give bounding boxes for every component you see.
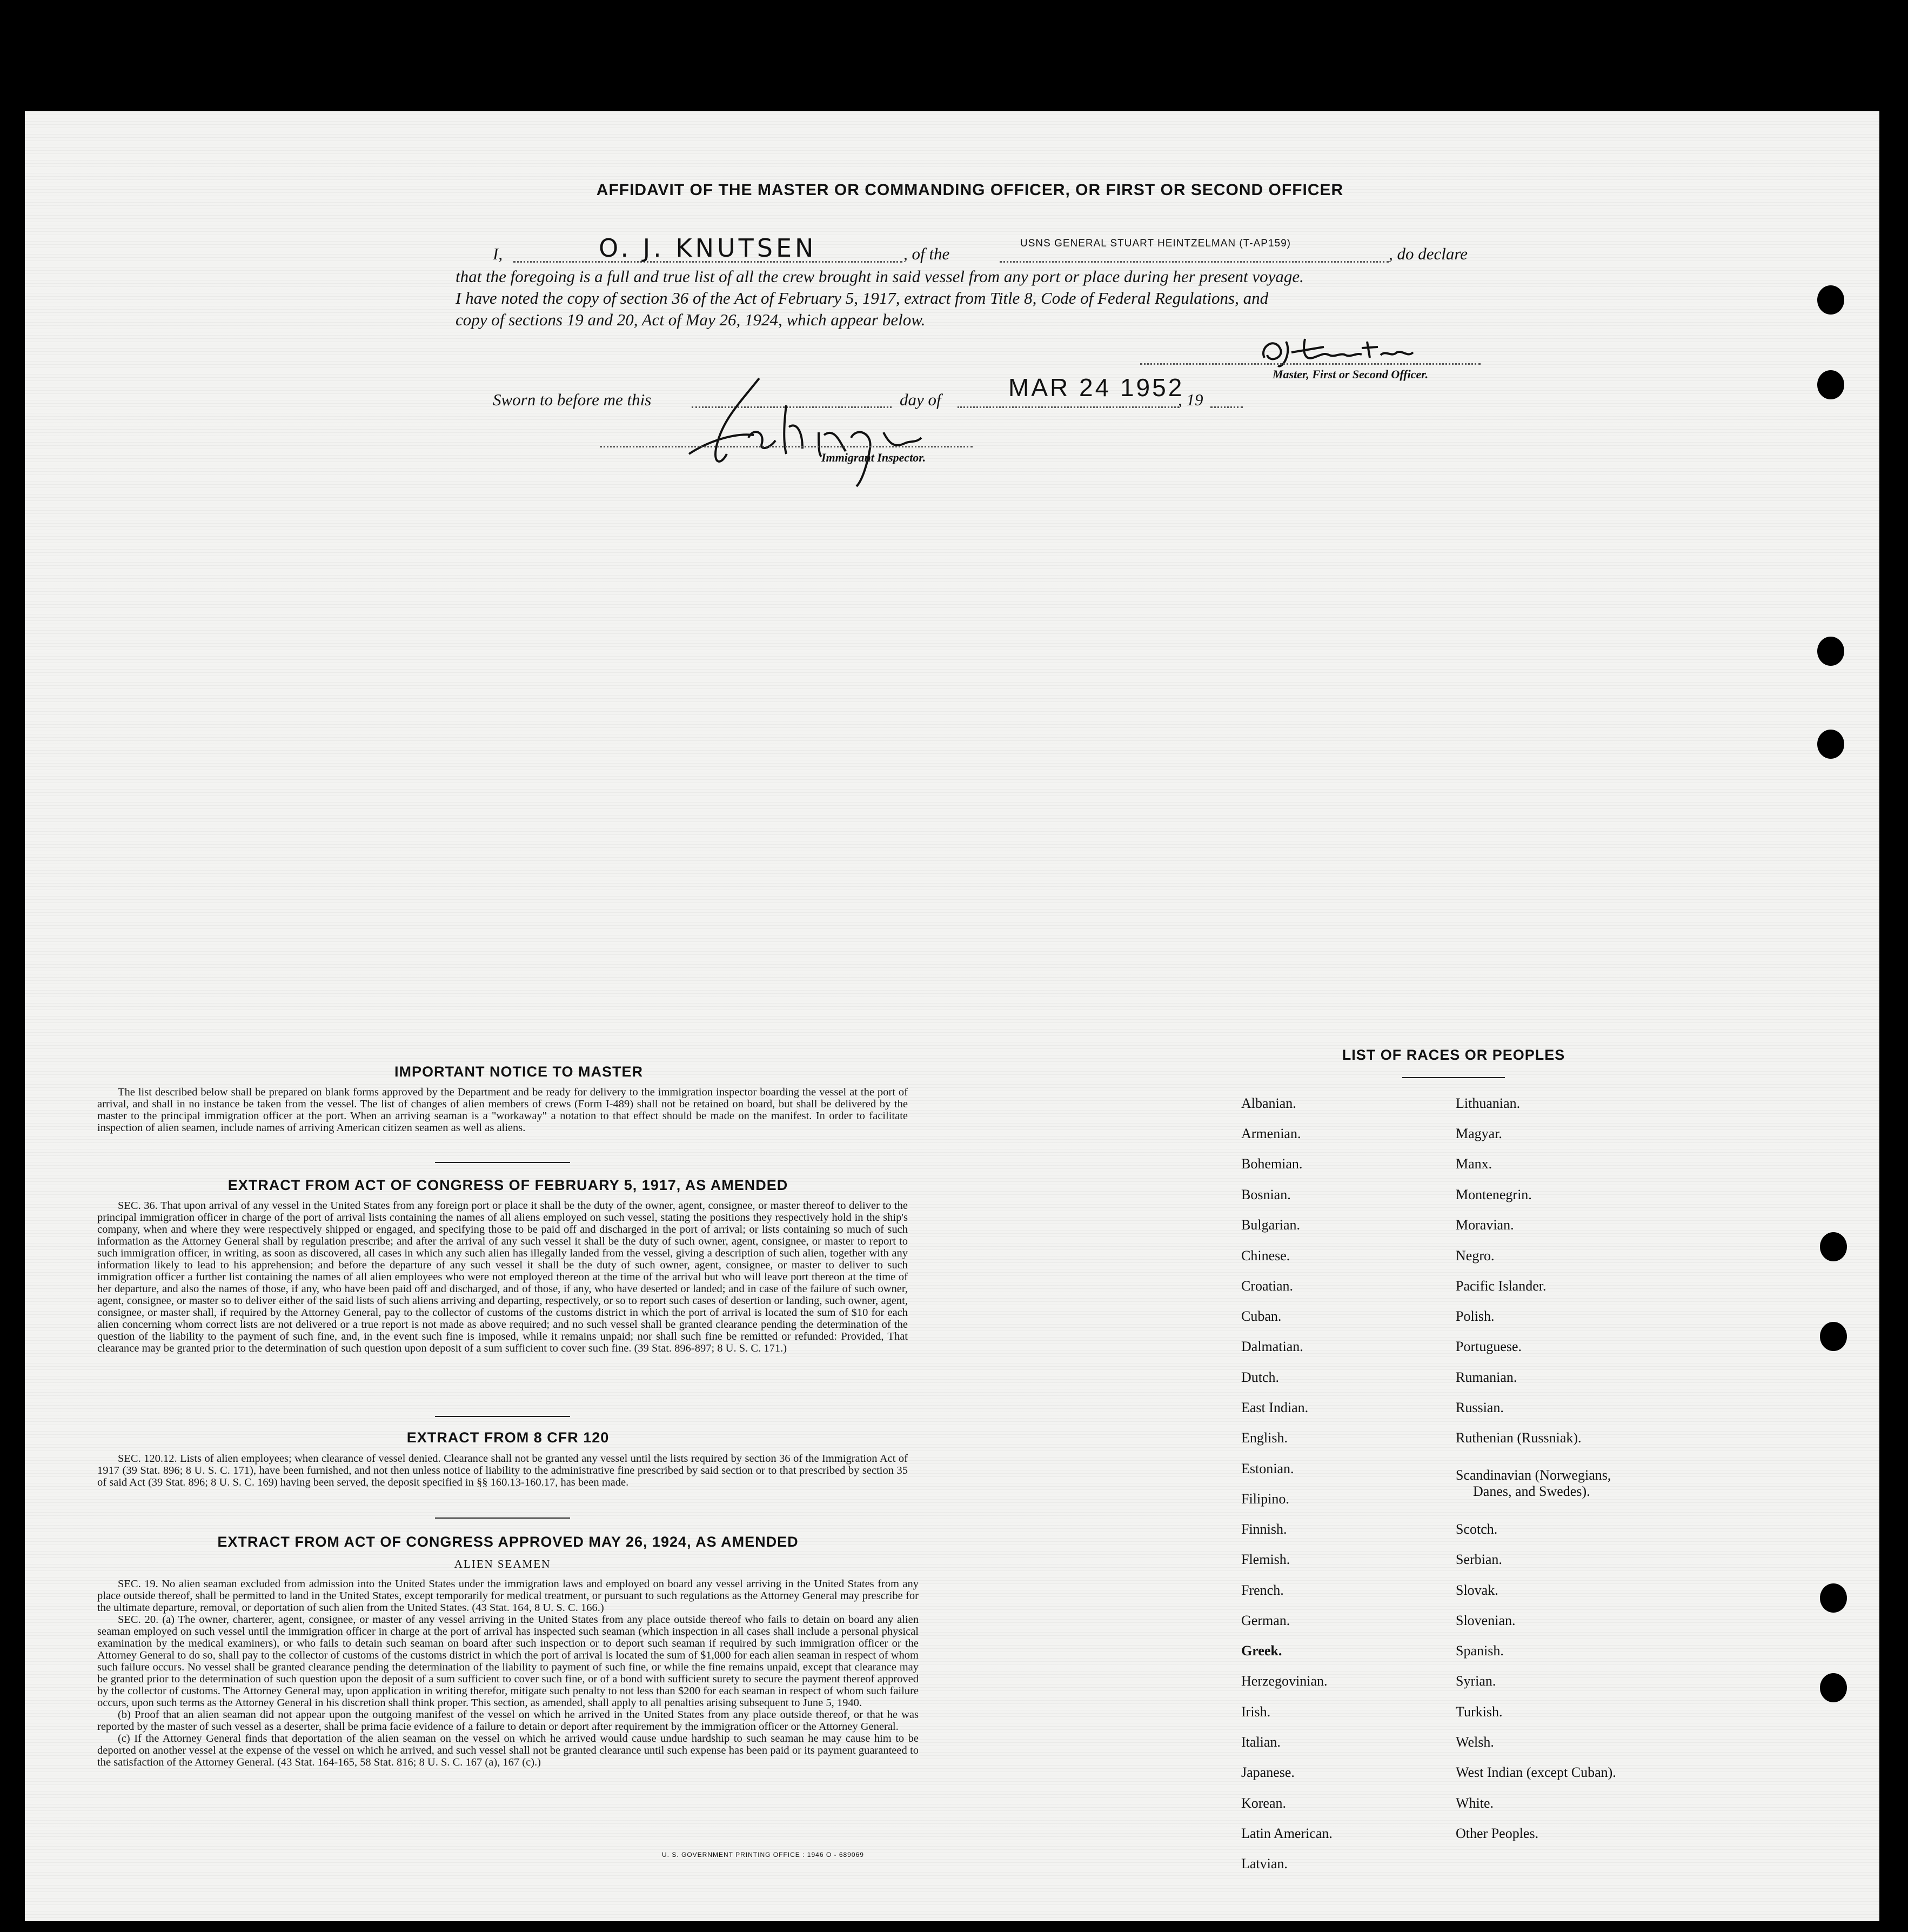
- punch-hole: [1820, 1673, 1847, 1702]
- race-item: Other Peoples.: [1456, 1826, 1539, 1841]
- race-item: Negro.: [1456, 1248, 1495, 1264]
- race-item: Dalmatian.: [1241, 1339, 1303, 1354]
- master-label: Master, First or Second Officer.: [1273, 367, 1429, 381]
- alien-seamen-subhead: ALIEN SEAMEN: [454, 1557, 551, 1570]
- race-item: Croatian.: [1241, 1278, 1294, 1294]
- extract-1924-title: EXTRACT FROM ACT OF CONGRESS APPROVED MAY 26, 1924, AS AMENDED: [217, 1534, 799, 1550]
- sec-19-paragraph: SEC. 19. No alien seaman excluded from admission into the United States under the immigration laws and employed on board any vessel arriving in the United States from any place outside thereof, shall be permitted to land in the United States, except temporarily for medical treatment, or pursuant to such regulations as the Attorney General may prescribe for the ultimate departure, removal, or deportation of such alien from the United States. (43 Stat. 164, 8 U. S. C. 166.): [97, 1578, 919, 1614]
- races-title: LIST OF RACES OR PEOPLES: [1342, 1047, 1565, 1063]
- race-item: Russian.: [1456, 1400, 1504, 1415]
- race-item: Dutch.: [1241, 1369, 1280, 1385]
- extract-cfr-paragraph: SEC. 120.12. Lists of alien employees; when clearance of vessel denied. Clearance shall not be granted any vessel until the lists required by section 36 of the Immigration Act of 1917 (39 Stat. 896; 8 U. S. C. 171), have been furnished, and not then unless notice of liability to the administrative fine prescribed by said section or to that prescribed by section 35 of said Act (39 Stat. 896; 8 U. S. C. 169) having been served, the deposit specified in §§ 160.13-160.17, has been made.: [97, 1453, 908, 1488]
- race-item: Montenegrin.: [1456, 1187, 1532, 1202]
- officer-name: O. J. KNUTSEN: [599, 233, 817, 263]
- extract-1917-paragraph: SEC. 36. That upon arrival of any vessel in the United States from any foreign port or place it shall be the duty of the owner, agent, consignee, or master thereof to deliver to the principal immigration officer in charge of the port of arrival lists containing the names of all aliens employed on such vessel, stating the positions they respectively hold in the ship's company, when and where they were respectively shipped or engaged, and specifying those to be paid off and discharged in the port of arrival; or lists containing so much of such information as the Attorney General shall by regulation prescribe; and after the arrival of any such vessel it shall be the duty of such owner, agent, consignee, or master to report to such immigration officer, in writing, as soon as discovered, all cases in which any such alien has illegally landed from the vessel, giving a description of such alien, together with any information likely to lead to his apprehension; and before the departure of any such vessel it shall be the duty of such owner, agent, consignee, or master to deliver to such immigration officer a further list containing the names of all alien employees who were not employed thereon at the time of the arrival but who will leave port thereon at the time of her departure, and also the names of those, if any, who have been paid off and discharged, and of those, if any, who have deserted or landed; and in case of the failure of such owner, agent, consignee, or master so to deliver either of the said lists of such aliens arriving and departing, respectively, or so to report such cases of desertion or landing, such owner, agent, consignee, or master shall, if required by the Attorney General, pay to the collector of customs of the customs district in which the port of arrival is located the sum of $10 for each alien concerning whom correct lists are not delivered or a true report is not made as above required; and no such vessel shall be granted clearance pending the determination of the question of the liability to the payment of such fine, and, in the event such fine is imposed, while it remains unpaid; nor shall such fine be remitted or refunded: Provided, That clearance may be granted prior to the determination of such question upon deposit of a sum sufficient to cover such fine. (39 Stat. 896-897; 8 U. S. C. 171.): [97, 1200, 908, 1354]
- race-item: West Indian (except Cuban).: [1456, 1764, 1616, 1780]
- race-item: Irish.: [1241, 1704, 1271, 1720]
- race-item: Pacific Islander.: [1456, 1278, 1547, 1294]
- race-item: Latvian.: [1241, 1856, 1288, 1871]
- punch-hole: [1817, 637, 1844, 666]
- sec-20a-paragraph: SEC. 20. (a) The owner, charterer, agent, consignee, or master of any vessel arriving in the United States from any place outside thereof who fails to detain on board any alien seaman employed on such vessel until the immigration officer in charge at the port of arrival has inspected such seaman (which inspection in all cases shall include a personal physical examination by the medical examiners), or who fails to detain such seaman on board after such inspection or to deport such seaman if required by such immigration officer or the Attorney General to do so, shall pay to the collector of customs of the customs district in which the port of arrival is located the sum of $1,000 for each alien seaman in respect of whom such failure occurs. No vessel shall be granted clearance pending the determination of the liability to payment of such fine, or while the fine remains unpaid, except that clearance may be granted prior to the determination of such question upon the deposit of a sum sufficient to cover such fine, or of a bond with sufficient surety to secure the payment thereof approved by the collector of customs. The Attorney General may, upon application in writing therefor, mitigate such penalty to not less than $200 for each seaman in respect of whom such failure occurs, upon such terms as the Attorney General in his discretion shall think proper. This section, as amended, shall apply to all penalties arising subsequent to June 5, 1940.: [97, 1614, 919, 1709]
- divider: [435, 1416, 570, 1417]
- race-item: Scandinavian (Norwegians,: [1456, 1467, 1611, 1483]
- affidavit-heading: AFFIDAVIT OF THE MASTER OR COMMANDING OFFICER, OR FIRST OR SECOND OFFICER: [596, 181, 1344, 199]
- race-item: Greek.: [1241, 1643, 1282, 1659]
- race-item: Ruthenian (Russniak).: [1456, 1430, 1582, 1446]
- race-item: Slovenian.: [1456, 1613, 1516, 1628]
- race-item: Filipino.: [1241, 1491, 1289, 1507]
- notice-title: IMPORTANT NOTICE TO MASTER: [394, 1064, 643, 1080]
- date-stamp: MAR 24 1952: [1008, 373, 1184, 402]
- race-item: Scotch.: [1456, 1521, 1498, 1537]
- race-item: Portuguese.: [1456, 1339, 1522, 1354]
- year-line: [1210, 406, 1243, 408]
- year-prefix: , 19: [1178, 390, 1203, 409]
- affidavit-i: I,: [493, 244, 503, 263]
- punch-hole: [1820, 1322, 1847, 1351]
- extract-1917-text: [97, 1200, 908, 1354]
- extract-1924-text: [97, 1578, 919, 1768]
- vessel-name: USNS GENERAL STUART HEINTZELMAN (T-AP159): [1020, 238, 1291, 249]
- race-item: East Indian.: [1241, 1400, 1309, 1415]
- date-line: [958, 406, 1179, 408]
- race-item: Welsh.: [1456, 1734, 1494, 1750]
- race-item: French.: [1241, 1582, 1284, 1598]
- inspector-signature-line: [600, 446, 973, 447]
- race-item: Japanese.: [1241, 1764, 1295, 1780]
- race-item: Slovak.: [1456, 1582, 1498, 1598]
- race-item: Lithuanian.: [1456, 1095, 1521, 1111]
- race-item: Finnish.: [1241, 1521, 1287, 1537]
- master-signature-line: [1140, 363, 1481, 365]
- printing-office-imprint: U. S. GOVERNMENT PRINTING OFFICE : 1946 O - 689069: [662, 1851, 864, 1859]
- race-item: Estonian.: [1241, 1461, 1294, 1476]
- race-item: Armenian.: [1241, 1126, 1301, 1141]
- punch-hole: [1820, 1583, 1847, 1613]
- race-item: Spanish.: [1456, 1643, 1504, 1659]
- race-item: German.: [1241, 1613, 1290, 1628]
- inspector-label: Immigrant Inspector.: [821, 451, 926, 464]
- race-item: Magyar.: [1456, 1126, 1502, 1141]
- race-item: Italian.: [1241, 1734, 1281, 1750]
- punch-hole: [1820, 1232, 1847, 1261]
- race-item: White.: [1456, 1795, 1494, 1811]
- extract-cfr-text: [97, 1453, 908, 1488]
- race-item: Bohemian.: [1241, 1156, 1303, 1172]
- race-item: Polish.: [1456, 1308, 1495, 1324]
- race-item: Korean.: [1241, 1795, 1287, 1811]
- extract-cfr-title: EXTRACT FROM 8 CFR 120: [406, 1429, 610, 1446]
- affidavit-do-declare: , do declare: [1389, 244, 1468, 263]
- day-of-text: day of: [900, 390, 941, 409]
- punch-hole: [1817, 370, 1844, 399]
- affidavit-line-3: I have noted the copy of section 36 of the Act of February 5, 1917, extract from Title 8, Code of Federal Regulations, and: [456, 289, 1269, 307]
- race-item: Rumanian.: [1456, 1369, 1517, 1385]
- notice-paragraph: The list described below shall be prepared on blank forms approved by the Department and be ready for delivery to the immigration inspector boarding the vessel at the port of arrival, and shall in no instance be taken from the vessel. The list of changes of alien members of crews (Form I-489) shall not be retained on board, but shall be delivered by the master to the principal immigration officer at the port. When an arriving seaman is a "workaway" a notation to that effect should be made on the manifest. In order to facilitate inspection of alien seamen, include names of arriving American citizen seamen as well as aliens.: [97, 1086, 908, 1134]
- race-item: English.: [1241, 1430, 1288, 1446]
- punch-hole: [1817, 285, 1844, 315]
- sworn-text: Sworn to before me this: [493, 390, 652, 409]
- race-item: Danes, and Swedes).: [1473, 1483, 1590, 1499]
- race-item: Syrian.: [1456, 1673, 1496, 1689]
- divider: [435, 1162, 570, 1163]
- race-item: Albanian.: [1241, 1095, 1296, 1111]
- race-item: Chinese.: [1241, 1248, 1290, 1264]
- punch-hole: [1817, 730, 1844, 759]
- races-title-rule: [1402, 1077, 1505, 1078]
- race-item: Cuban.: [1241, 1308, 1282, 1324]
- race-item: Flemish.: [1241, 1552, 1290, 1567]
- vessel-underline: [1000, 261, 1389, 263]
- affidavit-line-4: copy of sections 19 and 20, Act of May 26, 1924, which appear below.: [456, 310, 926, 329]
- affidavit-line-2: that the foregoing is a full and true list of all the crew brought in said vessel from any port or place during her present voyage.: [456, 267, 1304, 286]
- race-item: Moravian.: [1456, 1217, 1514, 1233]
- race-item: Serbian.: [1456, 1552, 1502, 1567]
- affidavit-of-the: , of the: [903, 244, 950, 263]
- sec-20b-paragraph: (b) Proof that an alien seaman did not appear upon the outgoing manifest of the vessel on which he arrived in the United States from any place outside thereof, or that he was reported by the master of such vessel as a deserter, shall be prima facie evidence of a failure to detain or deport after requirement by the immigration officer or the Attorney General.: [97, 1709, 919, 1733]
- extract-1917-title: EXTRACT FROM ACT OF CONGRESS OF FEBRUARY 5, 1917, AS AMENDED: [227, 1177, 788, 1193]
- sec-20c-paragraph: (c) If the Attorney General finds that deportation of the alien seaman on the vessel on which he arrived would cause undue hardship to such seaman he may cause him to be deported on another vessel at the expense of the vessel on which he arrived, and such vessel shall not be granted clearance until such expense has been paid or its payment guaranteed to the satisfaction of the Attorney General. (43 Stat. 164-165, 58 Stat. 816; 8 U. S. C. 167 (a), 167 (c).): [97, 1733, 919, 1768]
- race-item: Bulgarian.: [1241, 1217, 1301, 1233]
- race-item: Latin American.: [1241, 1826, 1333, 1841]
- divider: [435, 1517, 570, 1519]
- race-item: Manx.: [1456, 1156, 1492, 1172]
- race-item: Herzegovinian.: [1241, 1673, 1328, 1689]
- race-item: Bosnian.: [1241, 1187, 1291, 1202]
- race-item: Turkish.: [1456, 1704, 1503, 1720]
- notice-text: [97, 1086, 908, 1134]
